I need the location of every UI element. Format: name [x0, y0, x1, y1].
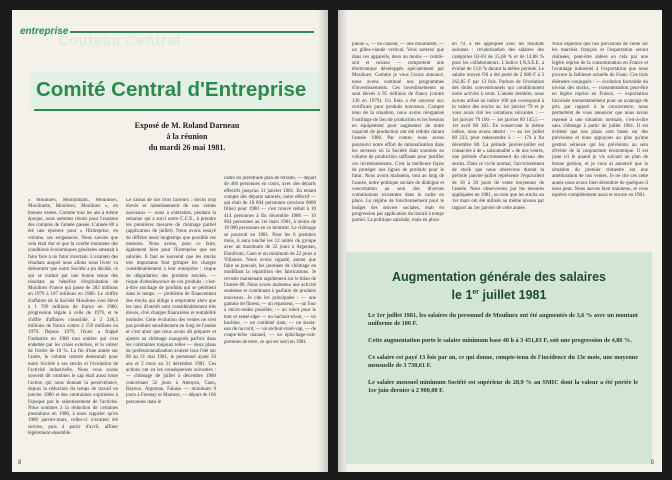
section-kicker: entreprise	[20, 26, 69, 37]
article-column-4: pleine », — un cuiseur, — une moulinette, — un gilles-viande vertical. Vous noterez que dans ces appareils, deux au moins — combi-soir et cuiseur — comportent une électronique développée spécialement par Moulinex. Comme je vous l'avais annoncé, nous avons continué nos programmes d'investissements. Ces investissements se sont élevés à 95 millions de francs (contre 136 en 1979). Un frein a été souvent aux certificats pour produits nouveaux. Compte tenu de la situation, nous avons réorganisé l'outillage de lieu de production et les besoins en équipement pour augmenter de notre capacité de production ont été réduits durant l'année 1980. Par contre, nous avons poursuivi notre effort de rationalisation dans les secteurs où la Société était soumise au volume de production suffisant pour justifier ces investissements. C'est la meilleure façon de protéger nos lignes de produits pour le futur. Nous avons maintenu, tout au long de l'année, notre politique sociale de dialogue et concertation au sein des diverses commissions existantes dans le cadre en place. Le régime de fonctionnement pour le budget des œuvres sociales, était en progression par application du travail à temps partiel. La politique salariale, mais en place	[352, 42, 444, 224]
title-rule	[34, 109, 320, 111]
box-title-line-2	[354, 285, 644, 303]
box-paragraph-1: Le 1er juillet 1981, les salaires du personnel de Moulinex ont été augmentés de 3,6 % avec un montant uniforme de 100 F.	[368, 312, 638, 327]
salary-increase-box	[346, 252, 652, 464]
article-column-5: en 79, a été appliquée avec les résultats suivants : revalorisation des salaires des catégories 02-03 de 15,68 % et de 14,88 % pour les collaborateurs. L'indice I.N.S.E.E. a évolué de 13,6 % durant la même période. Le salaire moyen OS a été porté de 2 800 F à 3 262,85 F par 13 fois. Parlons de l'évolution des droits conventionnels qui conditionnent notre activité à venir. L'année dernière, nous avions utilisé un indice 100 qui correspond à la valeur des stocks au 1er janvier 79 et je vous avais cité les variations suivantes : — 1er janvier 79 100 — 1er janvier 80 145,5 — 1er avril 80 183. En conservant le même indice, nous avons atteint : — au 1er juillet 80 223, pour redescendre à : — 174 à fin décembre 80. La période janvier-juillet est consacrée à de « saisonnalité » de nos ventes, une période d'accroissement du niveau des stocks. Dans ce cycle normal, l'accroissement de stock que nous observons durant la période janvier-juillet représente l'équivalent de 18 à 20 jours de vente moyennes de l'année. Nous observerons par les mesures appliquées en 1981, ou sont que les stocks au 1er mars ont été utilisés au même niveau par rapport au 1er janvier de cette année.	[452, 42, 544, 211]
left-page	[12, 10, 328, 472]
expose-line-3: du mardi 26 mai 1981.	[148, 143, 226, 152]
page-number: 8	[18, 460, 22, 466]
gutter-shadow	[338, 10, 348, 472]
box-paragraph-4: Le salaire mensuel minimum Société est supérieur de 28,9 % au SMIC dont la valeur a été portée le 1er juin dernier à 2 900,00 F.	[368, 379, 638, 394]
box-title-post: juillet 1981	[479, 288, 547, 303]
page-number: 9	[650, 460, 654, 466]
page-title: Comité Central d'Entreprise	[36, 78, 307, 101]
expose-heading	[112, 120, 262, 153]
kicker-ghost-text: Couteau Central	[58, 32, 182, 48]
article-column-2: Le carnal de nos trois facteurs : stocks trop élevés et ralentissement de nos ventes nouveaux — nous a contraints, pendant la semaine qui a suivi notre C.C.E., à prendre les premières mesures de chômage partiel (application de juillet). Nous avons essayé de différer aussi longtemps que possible ces mesures. Nous avons, pour ce faire, également bien pour l'Entreprise que ses salariés. Il faut se souvenir que les stocks très importants font grimper les charges considérablement à leur entreprise : risque de dégradation des produits stockés. — risque d'obsolescence de ces produits : c'est-à-dire stockage de produits qui se périment dans le temps. — problème de financement des stocks qui oblige à emprunter alors que les taux d'intérêt sont considérablement très élevés, d'où charges financières et rentabilité moindre. Cette évolution des ventes ne s'est pas produite sensiblement en long de l'année et c'est ainsi que nous avons dû préparer et ajuster au chômage inaugurés parfois dans les contraintes toujours telles — deux plans de professionnalisation avaient tous l'été sur 80 au 31 mai 1981, le personnel ayant 56 ans et 2 mois au 31 décembre 1981. Ces actions ont eu les conséquences suivantes : — chômage de juillet à décembre 1980 concernant 32 jours à Alençon, Caen, Bayeux, Argentan, Falaise — minimum 9 jours à Fresnay et Mamers, — départ de 166 personnes dans le	[126, 198, 216, 405]
box-title-line-1: Augmentation générale des salaires	[392, 270, 606, 284]
expose-line-2: à la réunion	[166, 132, 208, 141]
article-column-1: « Moulinex, Moulinmatic, Moulinsec, Moulinette, Moulinex, Moulinex », en bonnes ventes. Comme tous les ans à même époque, nous sommes réunis pour l'examen des comptes de l'année passée. L'année 80 a été une épreuve pour « l'Entreprise, en volume, ses exigeances. Nous savons que cela était dur et que la courbe montante des conditions économiques générales amenait à faire face à un futur incertain. L'examen des résultats auquel nous allons nous livrer va démontrer que notre Société a pu décidé, ce qui se traduit par une bonne tenue des résultats au bénéfice d'exploitation de Moulinex France qui passe de 282 millions en 1979 à 107 millions en 1980. Le chiffre d'affaires de la Société Moulinex s'est élevé à 1 789 millions de francs en 1980, progression légale à celle de 1979, et le chiffre d'affaires consolidé, à 2 246,5 millions de francs contre 2 150 millions en 1979. Depuis 1979, l'écart a frappé l'industrie en 1980 tout entière qui s'est endettée par les crises externes, et la valeur de l'ordre de 10 %. La fin d'une année sur l'autre, le volume rentrée demeurait pour notre Société à ses stocks et l'évolution de l'activité industrielle. Nous vous avons souvent dit combien le cap était aussi toute l'action qui nous donnait la persévérance, depuis la réduction du temps de travail en janvier 1980 et des contraintes exprimées à l'époque par le ralentissement de l'activité. Nous sommes à la réduction de certaines prestations en 1980, à nous rappeler qu'en 1980 janvier-mars, celles-ci n'avaient été suivies, puis à partir d'avril, affiner légèrement ensemble.	[28, 198, 118, 436]
box-paragraph-3: Ce salaire est payé 13 fois par an, ce qui donne, compte-tenu de l'incidence du 13e mois, une moyenne mensuelle de 3 738,61 F.	[368, 354, 638, 369]
right-page	[338, 10, 662, 472]
gutter-shadow	[318, 10, 328, 472]
expose-line-1: Exposé de M. Roland Darneau	[134, 121, 240, 130]
box-title-pre: le 1	[451, 288, 473, 303]
article-column-3: cadre du préretraite plan de retraite, — départ de 460 personnes en cours, avec des départs effectifs jusqu'au 31 janvier 1981. En tenant compte des départs naturels, notre effectif — qui était de 10 604 personnes (environ 6000 filles) pour 1980 — s'est trouvé réduit à 10 414 personnes à fin décembre 1980 — 10 064 personnes au 1er mars 1981, à moins de 10 000 personnes en ce moment. Le chômage se poursuit en 1981. Pour les 6 premiers mois, il aura touché les 12 unités du groupe avec un maximum de 32 jours à Argentan, Domfront, Caen et un minimum de 22 jours à Villaines. Nous avons signalé, autant que faire se pouvait, les journées de chômage en modifiant la répartition des fabrications. Je revisite maintenant rapidement sur le bilan de l'année 80. Nous avons maintenu une activité soutenue et continuant à parfaire de produits nouveaux. Je cite les principales : — une gamme de fitness, — un repasseur, — un four à micro-ondes possible, — un robot pour le tout et sensé-râpe — un hachoir-trieur, — un hachine, — un combiné riant, — un siesta-eau de raccord, — un séchoir-rond-vap, — de coupe-brise manuel, — un épluchage-cuit-pommes de terre, ce qui est sorti en 1981.	[224, 176, 316, 345]
box-title	[354, 270, 644, 303]
box-body	[368, 312, 638, 404]
box-paragraph-2: Cette augmentation porte le salaire minimum base 40 h à 3 451,03 F, soit une progression de 4,86 %.	[368, 337, 632, 344]
box-title-sup: er	[472, 289, 480, 296]
article-column-6: Nous espérons que nos prévisions de vente sur les marchés français et l'exportation seront réalisées, peut-être aidées en cela par une légère reprise de la consommation en France et l'avantage industriel à l'exportation que nous procure la faiblesse actuelle du Franc. Ces trois éléments conjugués : — évolution favorable du niveau des stocks, — consommation peut-être en légère reprise en France, — exportation favorisée momentanément pour un avantage de prix par rapport à la concurrence, nous permettent de vous annoncer que nous avons repensé à une situation normale, c'est-à-dire sans chômage à partir de juillet 1981. Il est évident que nos plans sont basés sur des prévisions et nous appuyons au plus qu'une gestion sérieuse qui les prévisions au sein d'éviter de la conjoncture économique. Il est juste ici le quand je vis suivant un plan de bonne gestion, et je vous ai annoncé que la situation du premier trimestre est une amélioration de nos ventes. Je ne cite ces cette année nous avons bien décembre de quelques il nous peut. Nous aurons bien maintenu, et vous espérez complètement aussi et encore en 1981.	[552, 42, 648, 199]
